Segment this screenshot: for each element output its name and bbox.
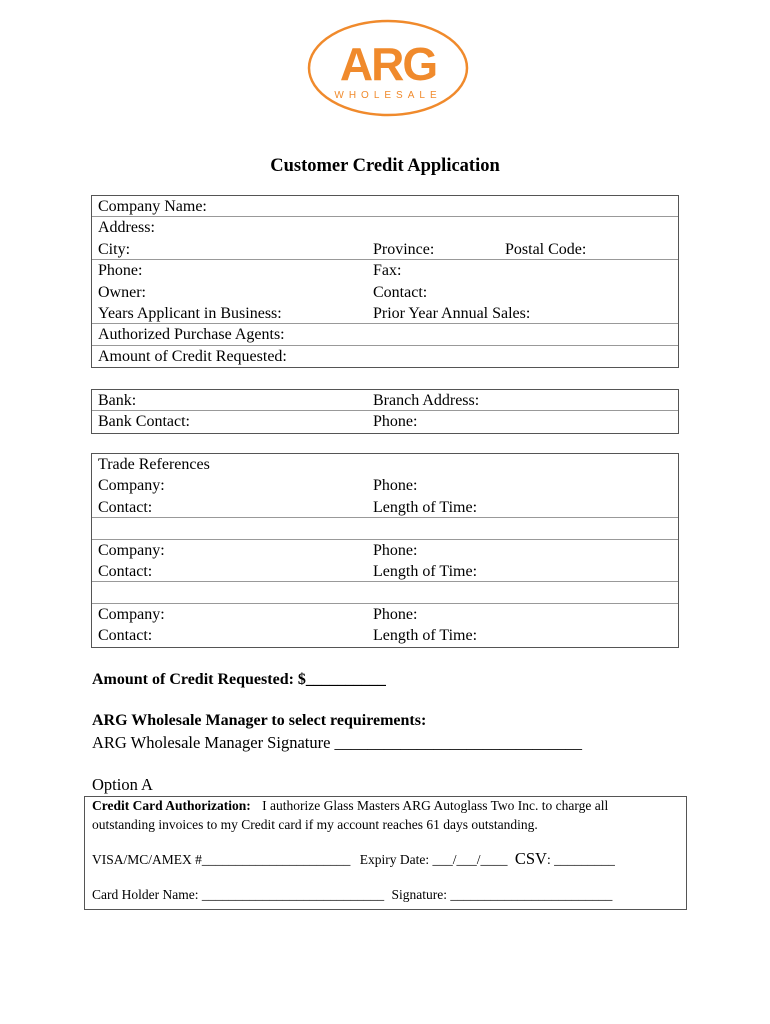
address-label: Address: [98, 219, 155, 237]
csv-blank: : _________ [546, 852, 615, 867]
bank-contact-label: Bank Contact: [98, 413, 190, 431]
logo-letters: ARG [339, 38, 437, 90]
manager-heading: ARG Wholesale Manager to select requirements: [92, 712, 427, 729]
reference-3-company-label: Company: [98, 605, 165, 623]
reference-1-company-label: Company: [98, 477, 165, 495]
spacer-row [92, 582, 678, 603]
years-row [92, 303, 678, 324]
bank-phone-label: Phone: [373, 413, 418, 431]
trade-references-heading: Trade References [98, 456, 210, 473]
prior-sales-label: Prior Year Annual Sales: [373, 304, 531, 322]
reference-2-company-row [92, 540, 678, 561]
purchase-agents-row [92, 324, 678, 345]
contact-label: Contact: [373, 283, 428, 301]
reference-1-contact-label: Contact: [98, 498, 153, 516]
reference-1-contact-row [92, 497, 678, 518]
reference-2-company-label: Company: [98, 541, 165, 559]
reference-2-contact-row [92, 561, 678, 582]
trade-references-table [91, 453, 679, 648]
option-a-label: Option A [92, 775, 153, 794]
card-auth-text-1: I authorize Glass Masters ARG Autoglass Two Inc. to charge all [262, 798, 609, 813]
reference-2-contact-label: Contact: [98, 562, 153, 580]
owner-label: Owner: [98, 283, 146, 301]
reference-3-contact-label: Contact: [98, 627, 153, 645]
purchase-agents-label: Authorized Purchase Agents: [98, 326, 285, 344]
manager-signature-line: ARG Wholesale Manager Signature ______________________________ [92, 733, 583, 752]
signature-line: Signature: ________________________ [391, 887, 613, 902]
address-row [92, 217, 678, 238]
credit-card-authorization-box [84, 796, 687, 910]
city-row [92, 239, 678, 260]
phone-label: Phone: [98, 262, 143, 280]
reference-2-phone-label: Phone: [373, 541, 418, 559]
fax-label: Fax: [373, 262, 402, 280]
owner-row [92, 282, 678, 303]
reference-3-company-row [92, 604, 678, 625]
branch-address-label: Branch Address: [373, 392, 480, 409]
reference-1-phone-label: Phone: [373, 477, 418, 495]
card-auth-label: Credit Card Authorization: [92, 798, 251, 813]
card-holder-name-line: Card Holder Name: ___________________________ [92, 887, 385, 902]
company-name-row [92, 196, 678, 217]
bank-row [92, 390, 678, 411]
logo-subtitle: WHOLESALE [334, 90, 442, 101]
reference-3-phone-label: Phone: [373, 605, 418, 623]
reference-3-length-label: Length of Time: [373, 627, 478, 645]
credit-requested-row [92, 346, 678, 367]
applicant-info-table [91, 195, 679, 368]
card-auth-text-2: outstanding invoices to my Credit card if my account reaches 61 days outstanding. [92, 817, 538, 832]
bank-info-table [91, 389, 679, 434]
postal-code-label: Postal Code: [505, 240, 587, 258]
years-in-business-label: Years Applicant in Business: [98, 304, 282, 322]
reference-1-company-row [92, 475, 678, 496]
credit-amount-line: Amount of Credit Requested: $__________ [92, 671, 386, 688]
phone-row [92, 260, 678, 281]
city-label: City: [98, 240, 131, 258]
spacer-row [92, 518, 678, 539]
reference-3-contact-row [92, 625, 678, 646]
credit-requested-label: Amount of Credit Requested: [98, 347, 287, 365]
arg-wholesale-logo [306, 18, 470, 118]
reference-2-length-label: Length of Time: [373, 562, 478, 580]
csv-label: CSV [514, 849, 547, 868]
bank-label: Bank: [98, 392, 137, 409]
page-title: Customer Credit Application [270, 156, 500, 176]
reference-1-length-label: Length of Time: [373, 498, 478, 516]
visa-number-line: VISA/MC/AMEX #______________________ [92, 852, 351, 867]
trade-heading-row [92, 454, 678, 475]
expiry-date-line: Expiry Date: ___/___/____ [359, 852, 508, 867]
province-label: Province: [373, 240, 435, 258]
bank-contact-row [92, 411, 678, 432]
company-name-label: Company Name: [98, 198, 207, 215]
